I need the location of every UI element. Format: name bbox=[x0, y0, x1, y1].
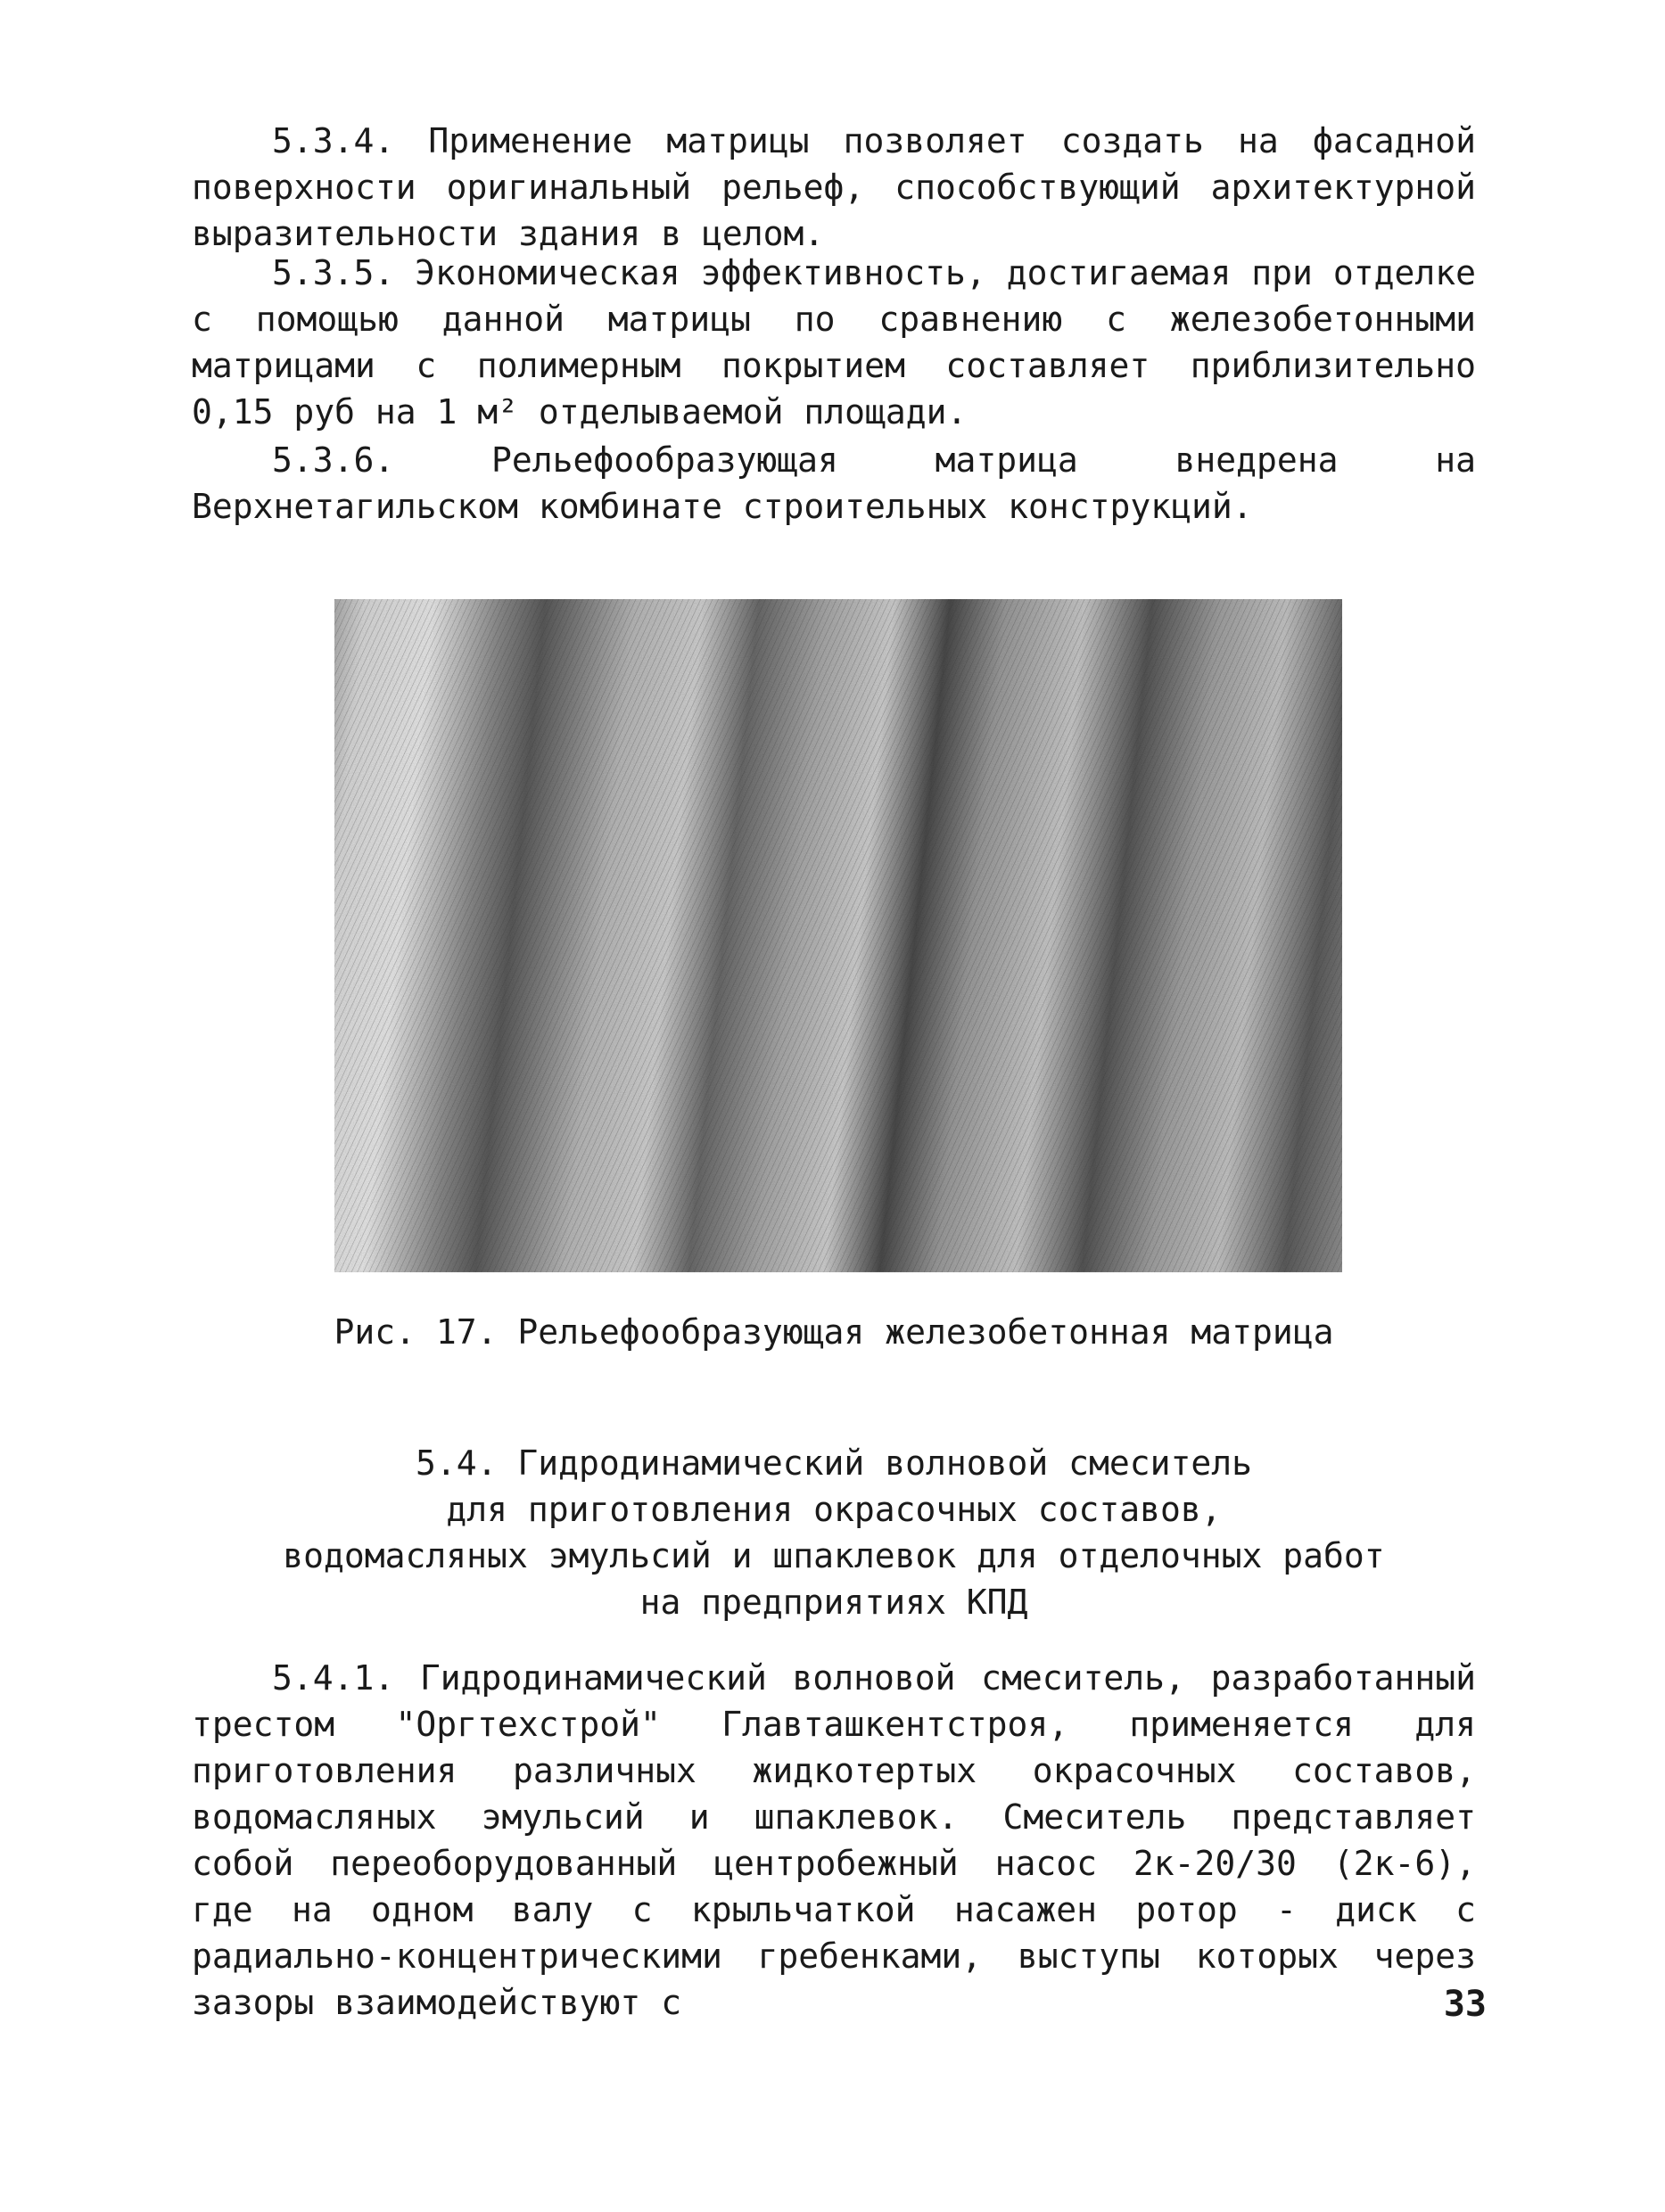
paragraph-5-3-4: 5.3.4. Применение матрицы позволяет создать на фасадной поверхности оригинальный рельеф, способствующий архитектурной выразительности здания в целом. bbox=[192, 121, 1476, 253]
ribbed-matrix-photo bbox=[334, 599, 1342, 1272]
figure-photo-matrix bbox=[334, 599, 1342, 1272]
section-heading-line-1: 5.4. Гидродинамический волновой смеситель bbox=[416, 1443, 1252, 1483]
section-heading-line-3: водомасляных эмульсий и шпаклевок для отделочных работ bbox=[283, 1536, 1385, 1575]
section-heading bbox=[192, 1440, 1476, 1625]
figure-caption: Рис. 17. Рельефообразующая железобетонная матрица bbox=[334, 1312, 1334, 1352]
paragraph-5-3-6: 5.3.6. Рельефообразующая матрица внедрена на Верхнетагильском комбинате строительных конструкций. bbox=[192, 440, 1476, 526]
page-number: 33 bbox=[1443, 1984, 1487, 2025]
section-heading-line-4: на предприятиях КПД bbox=[639, 1583, 1028, 1622]
paragraph-5-4-1: 5.4.1. Гидродинамический волновой смеситель, разработанный трестом "Оргтехстрой" Главташкентстроя, применяется для приготовления различных жидкотертых окрасочных составов, водомасляных эмульсий и шпаклевок. Смеситель представляет собой переоборудованный центробежный насос 2к-20/30 (2к-6), где на одном валу с крыльчаткой насажен ротор - диск с радиально-концентрическими гребенками, выступы которых через зазоры взаимодействуют с bbox=[192, 1658, 1476, 2022]
paragraph-5-3-5: 5.3.5. Экономическая эффективность, достигаемая при отделке с помощью данной матрицы по сравнению с железобетонными матрицами с полимерным покрытием составляет приблизительно 0,15 руб на 1 м² отделываемой площади. bbox=[192, 253, 1476, 432]
section-heading-line-2: для приготовления окрасочных составов, bbox=[446, 1490, 1222, 1529]
